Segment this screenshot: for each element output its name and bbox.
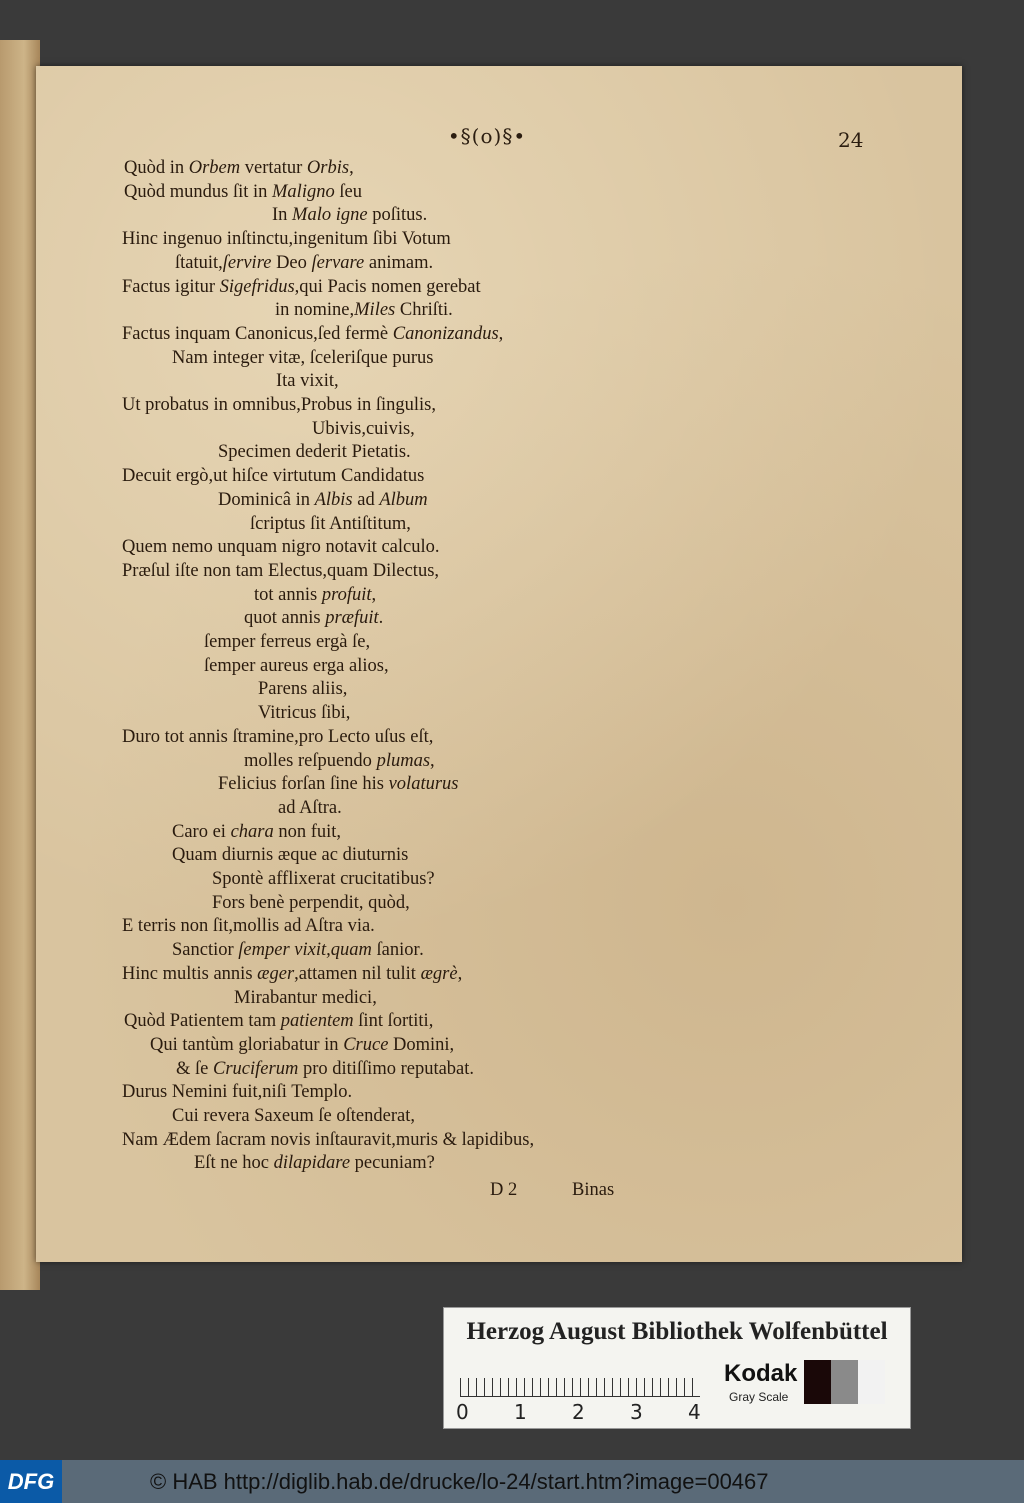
italic-word: Cruciferum (213, 1058, 299, 1079)
header-ornament: •§(o)§• (447, 124, 527, 148)
text-segment: pro ditiſſimo reputabat. (298, 1058, 475, 1079)
text-line (218, 773, 458, 795)
text-segment: Caro ei (172, 821, 231, 842)
text-segment: ſemper ferreus ergà ſe, (204, 632, 371, 652)
text-line (218, 441, 411, 463)
text-segment: animam. (364, 252, 434, 273)
text-segment: Vitricus ſibi, (258, 703, 351, 724)
text-segment: Domini, (388, 1034, 455, 1055)
text-line (124, 1010, 433, 1032)
text-line (218, 489, 428, 511)
signature-mark: D 2 (490, 1180, 518, 1200)
text-segment: Quam diurnis æque ac diuturnis (172, 845, 409, 866)
text-segment: Felicius forſan ſine his (218, 774, 389, 795)
italic-word: ſervire (222, 252, 272, 273)
italic-word: Miles (354, 300, 396, 321)
text-line (122, 465, 424, 487)
copyright-link[interactable]: © HAB http://diglib.hab.de/drucke/lo-24/start.htm?image=00467 (150, 1469, 769, 1494)
text-segment: ,qui Pacis nomen gerebat (294, 276, 481, 297)
text-line (244, 607, 383, 629)
text-segment: ad (352, 489, 380, 510)
italic-word: ſervare (311, 252, 365, 273)
text-line (172, 1105, 415, 1127)
library-color-card (443, 1307, 911, 1429)
text-segment: ad Aſtra. (278, 797, 342, 818)
gray-patch-light (858, 1360, 885, 1404)
text-segment: quot annis (244, 608, 326, 629)
text-segment: Quòd Patientem tam (124, 1011, 281, 1032)
text-line (176, 1058, 474, 1080)
italic-word: volaturus (388, 774, 459, 795)
text-line (204, 655, 389, 677)
text-line (122, 726, 433, 748)
dfg-logo: DFG (0, 1460, 62, 1503)
text-segment: , (498, 323, 504, 344)
text-segment: . (378, 608, 384, 629)
text-line (250, 513, 411, 535)
text-line (276, 370, 339, 392)
text-segment: Durus Nemini fuit,niſi Templo. (122, 1082, 353, 1103)
italic-word: dilapidare (273, 1153, 351, 1174)
text-segment: Eſt ne hoc (194, 1153, 274, 1174)
text-line (172, 844, 408, 866)
italic-word: æger (257, 963, 295, 984)
italic-word: Orbem (188, 158, 241, 178)
text-line (212, 892, 410, 914)
italic-word: Cruce (343, 1034, 389, 1055)
text-segment: Nam integer vitæ, ſceleriſque purus (172, 347, 434, 368)
text-segment: ſeu (334, 181, 362, 202)
text-segment: Mirabantur medici, (234, 987, 377, 1008)
page-number: 24 (838, 128, 864, 152)
text-line (122, 560, 439, 582)
ruler-number: 3 (630, 1400, 643, 1424)
italic-word: Orbis (306, 158, 350, 178)
text-line (234, 987, 377, 1009)
text-line (122, 228, 451, 250)
text-line (172, 939, 424, 961)
italic-word: chara (230, 821, 274, 842)
text-segment: pecuniam? (350, 1153, 435, 1174)
text-segment: ſtatuit, (175, 252, 223, 273)
text-segment: E terris non ſit,mollis ad Aſtra via. (122, 916, 375, 937)
ruler-number: 0 (456, 1400, 469, 1424)
text-line (194, 1152, 435, 1174)
text-segment: Cui revera Saxeum ſe oſtenderat, (172, 1106, 415, 1126)
text-segment: Ita vixit, (276, 371, 339, 392)
text-line (275, 299, 453, 321)
text-segment: & ſe (176, 1058, 213, 1079)
text-segment: molles reſpuendo (244, 750, 377, 771)
text-line (272, 204, 427, 226)
italic-word: ægrè (420, 963, 458, 984)
text-line (122, 1081, 352, 1103)
text-segment: Duro tot annis ſtramine,pro Lecto uſus eſt, (122, 726, 434, 747)
text-line (278, 797, 342, 819)
italic-word: patientem (280, 1011, 354, 1032)
text-segment: Quòd in (124, 158, 189, 178)
text-line (312, 418, 415, 440)
text-segment: ſcriptus ſit Antiſtitum, (250, 513, 411, 534)
kodak-logo: Kodak (724, 1360, 798, 1387)
catchword: Binas (572, 1180, 615, 1200)
text-line (254, 584, 376, 606)
text-line (122, 1129, 534, 1151)
text-segment: , (430, 750, 435, 771)
italic-word: præfuit (325, 608, 379, 629)
italic-word: Maligno (272, 181, 335, 202)
italic-word: plumas (376, 750, 431, 771)
text-line (172, 821, 341, 843)
facing-page-edge (0, 40, 40, 1290)
italic-word: Sigefridus (219, 276, 295, 297)
text-segment: ,attamen nil tulit (294, 963, 421, 984)
gray-patch-dark (804, 1360, 831, 1404)
text-segment: Factus inquam Canonicus,ſed fermè (122, 323, 393, 344)
ruler-number: 1 (514, 1400, 527, 1424)
footer-bar (0, 1460, 1024, 1503)
italic-word: Malo igne (292, 205, 368, 226)
text-segment: Parens aliis, (258, 679, 348, 700)
text-segment: Sanctior (172, 940, 234, 961)
text-segment: ſanior (376, 940, 420, 961)
text-segment: , (457, 963, 463, 984)
library-name: Herzog August Bibliothek Wolfenbüttel (466, 1318, 888, 1345)
text-line (122, 394, 436, 416)
italic-word: . (419, 940, 425, 961)
ruler-number: 2 (572, 1400, 585, 1424)
text-line (258, 702, 350, 724)
text-line (175, 252, 433, 274)
text-segment: ſint ſortiti, (353, 1011, 434, 1032)
text-segment: poſitus. (367, 205, 428, 226)
text-segment: Factus igitur (122, 276, 220, 297)
text-segment: Specimen dederit Pietatis. (218, 442, 411, 463)
text-segment: Spontè afflixerat crucitatibus? (212, 869, 435, 889)
text-segment: Chriſti. (395, 300, 453, 321)
text-line (204, 631, 370, 653)
italic-word: ſemper vixit,quam (233, 940, 377, 961)
text-segment: Dominicâ in (218, 489, 315, 510)
text-segment: , (371, 584, 377, 605)
text-line (122, 915, 375, 937)
text-line (122, 963, 462, 985)
text-line (212, 868, 435, 890)
italic-word: Album (379, 489, 428, 510)
scale-ruler (460, 1366, 700, 1397)
text-line (150, 1034, 454, 1056)
text-segment: Præſul iſte non tam Electus,quam Dilectus, (122, 560, 440, 581)
text-segment: tot annis (254, 584, 322, 605)
text-segment: ſemper aureus erga alios, (204, 655, 389, 676)
text-segment: Qui tantùm gloriabatur in (150, 1034, 344, 1055)
ruler-number: 4 (688, 1400, 701, 1424)
text-segment: Ut probatus in omnibus,Probus in ſingulis, (122, 395, 437, 415)
text-segment: non fuit, (273, 821, 342, 842)
text-segment: Deo (271, 252, 312, 273)
gray-patch-mid (831, 1360, 858, 1404)
text-segment: Fors benè perpendit, quòd, (212, 892, 410, 913)
text-line (122, 323, 503, 345)
text-segment: in nomine, (275, 300, 355, 321)
text-segment: Quòd mundus ſit in (124, 181, 273, 202)
grayscale-label: Gray Scale (729, 1390, 789, 1404)
text-segment: Quem nemo unquam nigro notavit calculo. (122, 537, 440, 558)
text-line (172, 347, 434, 369)
italic-word: Canonizandus (392, 323, 499, 344)
text-line (124, 157, 354, 179)
text-segment: Ubivis,cuivis, (312, 418, 415, 439)
text-line (124, 181, 362, 203)
text-segment: , (349, 158, 354, 178)
text-line (258, 678, 347, 700)
text-segment: Hinc multis annis (122, 963, 258, 984)
text-segment: vertatur (240, 158, 307, 178)
text-line (122, 276, 481, 298)
text-segment: Decuit ergò,ut hiſce virtutum Candidatus (122, 466, 425, 487)
text-segment: In (272, 205, 293, 226)
italic-word: Albis (314, 489, 353, 510)
text-line (122, 536, 440, 558)
text-segment: Nam Ædem ſacram novis inſtauravit,muris & lapidibus, (122, 1129, 535, 1150)
text-line (244, 750, 435, 772)
italic-word: profuit (321, 584, 372, 605)
text-segment: Hinc ingenuo inſtinctu,ingenitum ſibi Votum (122, 229, 451, 250)
